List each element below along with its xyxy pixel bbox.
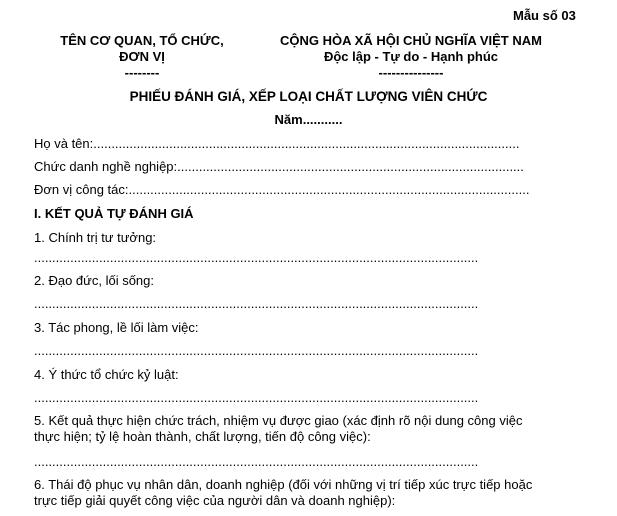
item-politics: 1. Chính trị tư tưởng:	[34, 230, 157, 245]
item-work-style: 3. Tác phong, lề lối làm việc:	[34, 320, 199, 335]
field-full-name	[34, 136, 554, 151]
section-heading: I. KẾT QUẢ TỰ ĐÁNH GIÁ	[34, 206, 194, 221]
item-ethics: 2. Đạo đức, lối sống:	[34, 273, 154, 288]
answer-dots: ...........................................................................................................................	[34, 296, 479, 311]
fill-dots: ...............................................................................................................	[128, 182, 530, 197]
field-label: Chức danh nghề nghiệp:	[34, 159, 178, 174]
fill-dots: ......................................................................................................................	[93, 136, 520, 151]
field-job-title	[34, 159, 554, 174]
agency-name-line1: TÊN CƠ QUAN, TỔ CHỨC,	[60, 33, 224, 48]
item-service-attitude	[34, 477, 532, 509]
answer-dots: ...........................................................................................................................	[34, 390, 479, 405]
nation-block	[258, 33, 564, 81]
field-work-unit	[34, 182, 554, 197]
agency-name-line2: ĐƠN VỊ	[119, 49, 165, 64]
fill-dots: ................................................................................................	[177, 159, 524, 174]
field-label: Họ và tên:	[34, 136, 94, 151]
answer-dots: ...........................................................................................................................	[34, 250, 479, 265]
nation-rule: ---------------	[378, 65, 444, 80]
agency-rule: --------	[124, 65, 160, 80]
form-number: Mẫu số 03	[513, 8, 576, 23]
nation-title: CỘNG HÒA XÃ HỘI CHỦ NGHĨA VIỆT NAM	[280, 33, 542, 48]
item-results-line1: 5. Kết quả thực hiện chức trách, nhiệm vụ được giao (xác định rõ nội dung công việc	[34, 413, 523, 428]
form-title: PHIẾU ĐÁNH GIÁ, XẾP LOẠI CHẤT LƯỢNG VIÊN CHỨC	[129, 89, 488, 104]
form-year: Năm...........	[274, 112, 343, 127]
answer-dots: ...........................................................................................................................	[34, 454, 479, 469]
item-results	[34, 413, 522, 445]
agency-block	[48, 33, 236, 81]
item-discipline: 4. Ý thức tổ chức kỷ luật:	[34, 367, 179, 382]
item-service-line2: trực tiếp giải quyết công việc của người dân và doanh nghiệp):	[34, 493, 396, 508]
item-results-line2: thực hiện; tỷ lệ hoàn thành, chất lượng, tiến độ công việc):	[34, 429, 371, 444]
answer-dots: ...........................................................................................................................	[34, 343, 479, 358]
field-label: Đơn vị công tác:	[34, 182, 129, 197]
nation-motto: Độc lập - Tự do - Hạnh phúc	[323, 49, 499, 64]
item-service-line1: 6. Thái độ phục vụ nhân dân, doanh nghiệp (đối với những vị trí tiếp xúc trực tiếp hoặc	[34, 477, 533, 492]
